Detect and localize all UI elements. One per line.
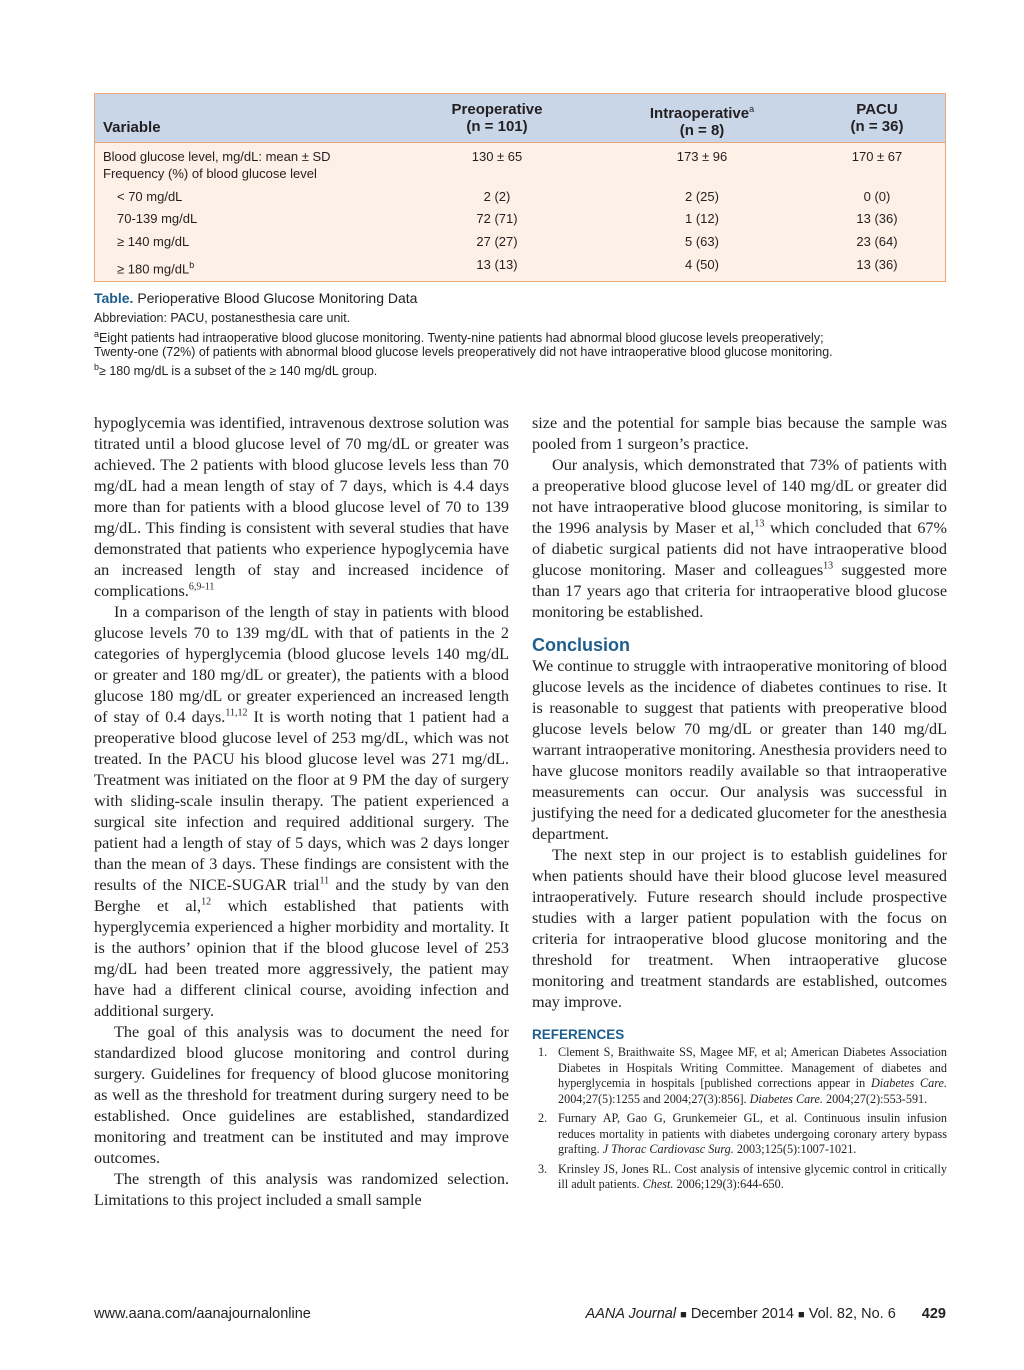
left-column [94, 413, 509, 1211]
table-abbreviation: Abbreviation: PACU, postanesthesia care unit. [94, 311, 351, 325]
paragraph: The next step in our project is to establish guidelines for when patients should have their blood glucose level measured intraoperatively. Future research should include prospective studies with a larger patient population with the focus on criteria for intraoperative blood glucose monitoring and the threshold for treatment. When intraoperative glucose monitoring and treatment standards are established, outcomes may improve. [532, 846, 947, 1011]
cell-pacu: 13 (36) [856, 257, 898, 272]
references-list [532, 1045, 947, 1193]
bullet-icon: ■ [798, 1309, 805, 1321]
paragraph: We continue to struggle with intraoperative monitoring of blood glucose levels as the incidence of diabetes continues to rise. It is reasonable to suggest that patients with preoperative blood glucose levels below 70 mg/dL or greater than 140 mg/dL warrant intraoperative monitoring. Anesthesia providers need to have glucose monitors readily available so that intraoperative measurements can occur. Our analysis was successful in justifying the need for a dedicated glucometer for the anesthesia department. [532, 657, 947, 843]
paragraph: hypoglycemia was identified, intravenous dextrose solution was titrated until a blood glucose level of 70 mg/dL or greater was achieved. The 2 patients with blood glucose levels less than 70 mg/dL had a mean length of stay of 7 days, which is 4.4 days more than for patients with a blood glucose level of 70 to 139 mg/dL. This finding is consistent with several studies that have demonstrated that patients who experience hypoglycemia have an increased length of stay and increased incidence of complications.$^{6,9-11}$ [94, 414, 509, 600]
row-label: ≥ 140 mg/dL [117, 234, 190, 249]
paragraph: Our analysis, which demonstrated that 73% of patients with a preoperative blood glucose level of 140 mg/dL or greater did not have intraoperative blood glucose monitoring, is similar to the 1996 analysis by Maser et al,$^{13}$ which concluded that 67% of diabetic surgical patients did not have intraoperative blood glucose monitoring. Maser and colleagues$^{13}$ suggested more than 17 years ago that criteria for intraoperative blood glucose monitoring be established. [532, 456, 947, 621]
row-label: Frequency (%) of blood glucose level [103, 166, 317, 181]
cell-preoperative: 130 ± 65 [471, 149, 523, 164]
data-table [94, 93, 946, 282]
cell-pacu: 170 ± 67 [851, 149, 903, 164]
table-header [95, 94, 945, 143]
references-heading: REFERENCES [532, 1027, 625, 1042]
cell-preoperative: 13 (13) [476, 257, 518, 272]
paragraph: size and the potential for sample bias because the sample was pooled from 1 surgeon’s practice. [532, 414, 947, 453]
table-caption-title: Table. Perioperative Blood Glucose Monitoring Data [94, 290, 418, 306]
header-intraoperative: Intraoperative$^a$ (n = 8) [649, 104, 755, 139]
cell-preoperative: 72 (71) [476, 211, 518, 226]
cell-pacu: 0 (0) [863, 189, 891, 204]
footer-url: www.aana.com/aanajournalonline [94, 1306, 311, 1322]
cell-intraoperative: 5 (63) [685, 234, 719, 249]
cell-intraoperative: 1 (12) [685, 211, 719, 226]
reference-item: 1. Clement S, Braithwaite SS, Magee MF, et al; American Diabetes Association Diabetes in Hospitals Writing Committee. Management of diabetes and hyperglycemia in hospitals [published corrections appear in Diabetes Care. 2004;27(5):1255 and 2004;27(3):856]. Diabetes Care. 2004;27(2):553-591. [538, 1045, 947, 1106]
paragraph: The goal of this analysis was to document the need for standardized blood glucose monitoring and control during surgery. Guidelines for frequency of blood glucose monitoring as well as the threshold for treatment during surgery need to be established. Once guidelines are established, standardized monitoring and treatment can be instituted and may improve outcomes. [94, 1023, 509, 1167]
cell-intraoperative: 4 (50) [685, 257, 719, 272]
cell-preoperative: 2 (2) [483, 189, 511, 204]
cell-intraoperative: 2 (25) [685, 189, 719, 204]
header-variable: Variable [103, 119, 161, 136]
reference-item: 3. Krinsley JS, Jones RL. Cost analysis of intensive glycemic control in critically ill adult patients. Chest. 2006;129(3):644-650. [538, 1161, 947, 1191]
bullet-icon: ■ [680, 1309, 687, 1321]
cell-pacu: 13 (36) [856, 211, 898, 226]
footer-citation: AANA Journal ■ December 2014 ■ Vol. 82, No. 6 429 [585, 1306, 946, 1322]
cell-intraoperative: 173 ± 96 [676, 149, 728, 164]
header-pacu: PACU (n = 36) [850, 101, 904, 135]
conclusion-heading: Conclusion [532, 635, 630, 655]
row-label: < 70 mg/dL [117, 189, 183, 204]
row-label: 70-139 mg/dL [117, 211, 198, 226]
page-number: 429 [921, 1306, 946, 1322]
right-column [532, 413, 947, 1197]
table-footnote-a-cont: Twenty-one (72%) of patients with abnormal blood glucose levels preoperatively did not have intraoperative blood glucose monitoring. [94, 345, 833, 359]
table-footnote-a: $^a$Eight patients had intraoperative blood glucose monitoring. Twenty-nine patients had abnormal blood glucose levels preoperatively; [94, 329, 824, 346]
paragraph: In a comparison of the length of stay in patients with blood glucose levels 70 to 139 mg/dL with that of patients in the 2 categories of hyperglycemia (blood glucose levels 140 mg/dL or greater and 180 mg/dL or greater), the patients with a blood glucose 180 mg/dL or greater experienced an increased length of stay of 0.4 days.$^{11,12}$ It is worth noting that 1 patient had a preoperative blood glucose level of 253 mg/dL, which was not treated. In the PACU his blood glucose level was 271 mg/dL. Treatment was initiated on the floor at 9 PM the day of surgery with sliding-scale insulin therapy. The patient experienced a surgical site infection and required additional surgery. The patient had a length of stay of 5 days, which was 2 days longer than the mean of 3 days. These findings are consistent with the results of the NICE-SUGAR trial$^{11}$ and the study by van den Berghe et al,$^{12}$ which established that patients with hyperglycemia experienced a higher morbidity and mortality. It is the authors’ opinion that if the blood glucose level of 253 mg/dL had been treated more aggressively, the patient may have had a different clinical course, avoiding infection and additional surgery. [94, 603, 509, 1020]
cell-pacu: 23 (64) [856, 234, 898, 249]
row-label: ≥ 180 $mg/dL^b$ [117, 260, 195, 277]
table-footnote-b: $^b$≥ 180 mg/dL is a subset of the ≥ 140 mg/dL group. [94, 362, 378, 379]
header-preoperative: Preoperative (n = 101) [451, 101, 543, 135]
row-label: Blood glucose level, mg/dL: mean ± SD [103, 149, 331, 164]
reference-item: 2. Furnary AP, Gao G, Grunkemeier GL, et al. Continuous insulin infusion reduces mortality in patients with diabetes undergoing coronary artery bypass grafting. J Thorac Cardiovasc Surg. 2003;125(5):1007-1021. [538, 1111, 947, 1156]
paragraph: The strength of this analysis was randomized selection. Limitations to this project included a small sample [94, 1170, 509, 1209]
cell-preoperative: 27 (27) [476, 234, 518, 249]
